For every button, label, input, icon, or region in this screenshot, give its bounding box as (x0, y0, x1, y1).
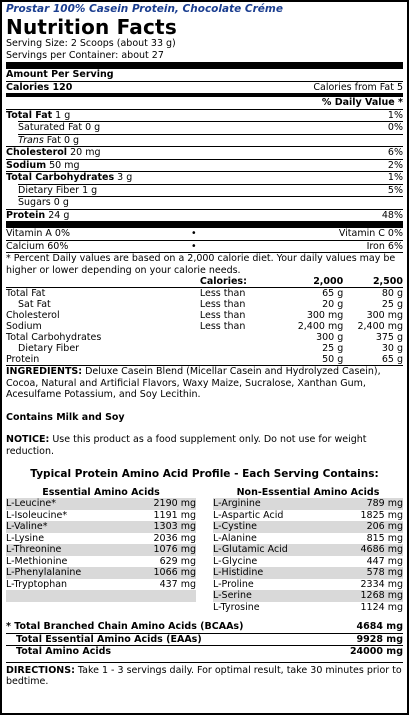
vitamin-right: Vitamin C 0% (338, 228, 403, 239)
amino-total-row (6, 634, 403, 646)
dv-table-cell (200, 354, 292, 365)
amino-acid-row-empty (6, 602, 196, 614)
amino-acid-name: L-Alanine (213, 532, 257, 544)
amino-acid-row-empty (6, 590, 196, 602)
directions-label: DIRECTIONS: (6, 664, 75, 676)
amino-acid-value: 1825 mg (360, 509, 403, 521)
calories-row (6, 82, 403, 94)
dv-table-cell: 30 g (381, 343, 403, 354)
dv-table-header: 2,500 (372, 276, 403, 287)
dv-table-cell: Less than (199, 288, 246, 299)
footnote: * Percent Daily values are based on a 2,000 calorie diet. Your daily values may be higher or lower depending on your calorie needs. (6, 253, 396, 276)
amino-acid-row (213, 579, 403, 591)
calories-from-fat: Calories from Fat 5 (313, 81, 403, 93)
amino-acid-name: L-Arginine (213, 498, 261, 509)
nutrient-dv: 5% (387, 184, 403, 196)
amino-acid-row (6, 521, 196, 533)
dv-table-cell: Total Carbohydrates (6, 332, 102, 343)
dv-table-cell: 20 g (322, 299, 344, 310)
amino-acid-value: 2334 mg (360, 578, 403, 590)
dv-table-header (6, 276, 200, 288)
product-name: Prostar 100% Casein Protein, Chocolate Créme (6, 3, 283, 15)
nutrient-amount: 50 mg (46, 159, 80, 171)
nutrient-amount: 3 g (114, 172, 133, 183)
amino-total-value: 24000 mg (349, 646, 403, 657)
dv-table-cell: Cholesterol (6, 310, 60, 321)
directions (6, 665, 403, 688)
dv-table-cell: 25 g (381, 299, 403, 310)
dv-table-row (6, 299, 403, 310)
amino-total-label: Total Amino Acids (16, 646, 112, 657)
amino-acid-name: L-Cystine (213, 521, 257, 532)
nutrient-dv: 0% (387, 122, 403, 133)
vitamin-row (6, 228, 403, 240)
amino-acid-row (6, 533, 196, 545)
amino-acid-row (6, 544, 196, 556)
vitamin-left: Vitamin A 0% (6, 228, 70, 239)
amino-acid-name: L-Tryptophan (6, 578, 68, 590)
amino-acid-value: 789 mg (366, 498, 403, 509)
nutrient-row (6, 160, 403, 172)
amino-acid-value: 1303 mg (153, 521, 196, 532)
daily-value-header: % Daily Value * (321, 97, 403, 108)
nutrient-label (6, 160, 80, 172)
amino-total-label: * Total Branched Chain Amino Acids (BCAAs) (6, 621, 244, 632)
dv-table-header: Calories: (199, 276, 247, 287)
notice-text: Use this product as a food supplement only. Do not use for weight reduction. (6, 434, 367, 457)
nutrient-name: Dietary Fiber 1 g (18, 184, 98, 196)
nutrient-row (6, 147, 403, 159)
nutrient-name: Sodium (6, 159, 47, 171)
dv-table-cell (200, 343, 292, 354)
amino-total-value: 9928 mg (356, 633, 403, 645)
nutrient-name: Protein (6, 209, 46, 221)
dv-table-cell: 2,400 mg (357, 321, 403, 332)
amino-acid-row (213, 602, 403, 614)
notice-label: NOTICE: (6, 434, 50, 445)
amino-acid-value: 447 mg (366, 555, 403, 567)
amino-acid-value: 629 mg (159, 555, 196, 567)
dv-table-row (6, 288, 403, 300)
nutrient-dv: 48% (381, 209, 403, 221)
dv-table-cell: Sodium (6, 321, 42, 332)
divider-thick (6, 62, 403, 69)
amino-acid-value: 1268 mg (360, 590, 403, 601)
nutrient-amount: Fat 0 g (43, 134, 80, 146)
vitamin-right: Iron 6% (366, 240, 403, 252)
dv-table-cell: 80 g (381, 288, 403, 299)
nutrient-label (6, 210, 69, 222)
non-essential-column (213, 487, 403, 613)
amino-acid-value: 815 mg (366, 532, 403, 544)
amount-per-serving: Amount Per Serving (6, 69, 114, 80)
divider-thick-2 (6, 221, 403, 228)
amino-acid-row (213, 521, 403, 533)
nutrient-row (6, 197, 403, 209)
nutrient-row (6, 122, 403, 134)
nutrient-label (6, 135, 79, 147)
amino-acid-value: 4686 mg (360, 544, 403, 555)
amino-acid-value: 1124 mg (360, 601, 403, 613)
amino-acid-name: L-Leucine* (6, 498, 57, 509)
ingredients-text: Deluxe Casein Blend (Micellar Casein and Hydrolyzed Casein), Cocoa, Natural and Artificial Flavors, Waxy Maize, Sucralose, Xanthan Gum, Acesulfame Potassium, and Soy Lecithin. (6, 366, 381, 400)
nutrient-amount: 20 mg (67, 147, 101, 158)
amino-acid-row (213, 533, 403, 545)
amino-acid-name: L-Threonine (6, 544, 62, 555)
nutrient-dv: 6% (387, 147, 403, 158)
dv-table-cell: Sat Fat (18, 299, 51, 310)
dv-table-cell: Less than (199, 310, 246, 321)
notice (6, 434, 403, 457)
directions-text: Take 1 - 3 servings daily. For optimal result, take 30 minutes prior to bedtime. (6, 664, 402, 687)
amino-acid-value: 1066 mg (153, 567, 196, 578)
amino-acid-row (213, 567, 403, 579)
amino-acid-row (213, 590, 403, 602)
allergen-statement: Contains Milk and Soy (6, 411, 125, 423)
nutrient-row (6, 172, 403, 184)
amino-acid-value: 2036 mg (153, 532, 196, 544)
non-essential-heading: Non-Essential Amino Acids (236, 487, 380, 498)
amino-acid-value: 206 mg (366, 521, 403, 532)
amino-acid-name: L-Histidine (213, 567, 264, 578)
amino-acid-name: L-Valine* (6, 521, 48, 532)
amino-profile-title: Typical Protein Amino Acid Profile - Each Serving Contains: (30, 468, 379, 480)
vitamin-list (6, 228, 403, 252)
amino-acid-value: 1076 mg (153, 544, 196, 555)
essential-heading: Essential Amino Acids (42, 487, 160, 498)
dv-table-row (6, 321, 403, 332)
nutrient-name: Sugars 0 g (18, 197, 69, 208)
amino-acid-value: 578 mg (366, 567, 403, 578)
amino-acid-name: L-Glycine (213, 555, 258, 567)
amino-acid-row (213, 498, 403, 510)
servings-per-container: Servings per Container: about 27 (6, 49, 164, 61)
amino-totals (6, 621, 403, 658)
nutrient-label (6, 122, 100, 134)
dv-table-cell: 300 mg (366, 310, 403, 321)
nutrient-label (6, 147, 101, 159)
dv-table-header: 2,000 (313, 276, 344, 287)
nutrient-label (6, 185, 97, 197)
nutrient-row (6, 110, 403, 122)
nutrient-row (6, 185, 403, 197)
nutrient-name: Cholesterol (6, 147, 68, 158)
nutrient-row (6, 210, 403, 222)
nutrient-label (6, 197, 69, 209)
dv-table-cell: 300 g (316, 332, 344, 343)
nutrient-row (6, 135, 403, 147)
ingredients (6, 366, 403, 401)
dv-table-cell: Less than (199, 299, 246, 310)
amino-acid-name: L-Isoleucine* (6, 509, 68, 521)
amino-total-row (6, 621, 403, 633)
dv-table-cell: Dietary Fiber (18, 343, 80, 354)
dv-table-row (6, 310, 403, 321)
nutrient-dv: 2% (387, 159, 403, 171)
amino-acid-name: L-Lysine (6, 532, 45, 544)
dv-table-cell: 25 g (322, 343, 344, 354)
serving-size: Serving Size: 2 Scoops (about 33 g) (6, 38, 176, 49)
amino-acid-name: L-Glutamic Acid (213, 544, 288, 555)
amino-total-value: 4684 mg (356, 621, 403, 632)
amino-total-label: Total Essential Amino Acids (EAAs) (16, 633, 202, 645)
dv-table-cell: Protein (6, 354, 40, 365)
nutrient-name: Total Fat (6, 109, 53, 121)
nutrient-label (6, 172, 132, 184)
dv-table-cell: 65 g (381, 354, 403, 365)
nutrient-amount: 24 g (45, 209, 70, 221)
dv-table-row (6, 343, 403, 354)
dv-table-cell: 375 g (375, 332, 403, 343)
dv-table-cell: Total Fat (6, 288, 46, 299)
ingredients-label: INGREDIENTS: (6, 366, 83, 377)
nutrient-dv: 1% (387, 109, 403, 121)
nutrient-name: Saturated Fat 0 g (18, 122, 101, 133)
amino-acid-row (6, 567, 196, 579)
amino-acid-row (6, 556, 196, 568)
dv-table-cell (200, 332, 292, 343)
amino-acid-row (213, 510, 403, 522)
amino-acid-name: L-Phenylalanine (6, 567, 82, 578)
amino-acid-name: L-Proline (213, 578, 254, 590)
amino-acid-name: L-Aspartic Acid (213, 509, 284, 521)
nutrient-dv: 1% (387, 172, 403, 183)
nutrient-list (6, 110, 403, 222)
bullet-separator: • (191, 240, 197, 252)
nutrient-name: Trans (18, 134, 44, 146)
dv-table-cell: 2,400 mg (297, 321, 344, 332)
amino-acid-row (213, 556, 403, 568)
amino-acid-row (6, 510, 196, 522)
calories: Calories 120 (6, 81, 73, 93)
amino-acid-name: L-Tyrosine (213, 601, 260, 613)
amino-acid-row (213, 544, 403, 556)
nutrient-label (6, 110, 70, 122)
vitamin-left: Calcium 60% (6, 240, 69, 252)
dv-table-cell: 65 g (322, 288, 344, 299)
vitamin-row (6, 241, 403, 253)
nutrition-facts-title: Nutrition Facts (6, 15, 177, 39)
amino-acid-row (6, 579, 196, 591)
amino-acid-name: L-Methionine (6, 555, 68, 567)
amino-total-row (6, 646, 403, 658)
dv-table-row (6, 332, 403, 343)
amino-acid-row (6, 498, 196, 510)
amino-acid-value: 437 mg (159, 578, 196, 590)
nutrient-amount: 1 g (52, 109, 71, 121)
essential-column (6, 487, 196, 613)
amino-table (6, 487, 403, 613)
dv-table-cell: 50 g (322, 354, 344, 365)
dv-header-row (6, 97, 403, 109)
dv-table-cell: Less than (199, 321, 246, 332)
daily-value-table (6, 276, 403, 365)
nutrient-name: Total Carbohydrates (6, 172, 115, 183)
amino-acid-name: L-Serine (213, 590, 252, 601)
amino-acid-value: 2190 mg (153, 498, 196, 509)
bullet-separator: • (191, 228, 197, 239)
dv-table-row (6, 354, 403, 365)
amino-acid-value: 1191 mg (153, 509, 196, 521)
dv-table-cell: 300 mg (306, 310, 344, 321)
